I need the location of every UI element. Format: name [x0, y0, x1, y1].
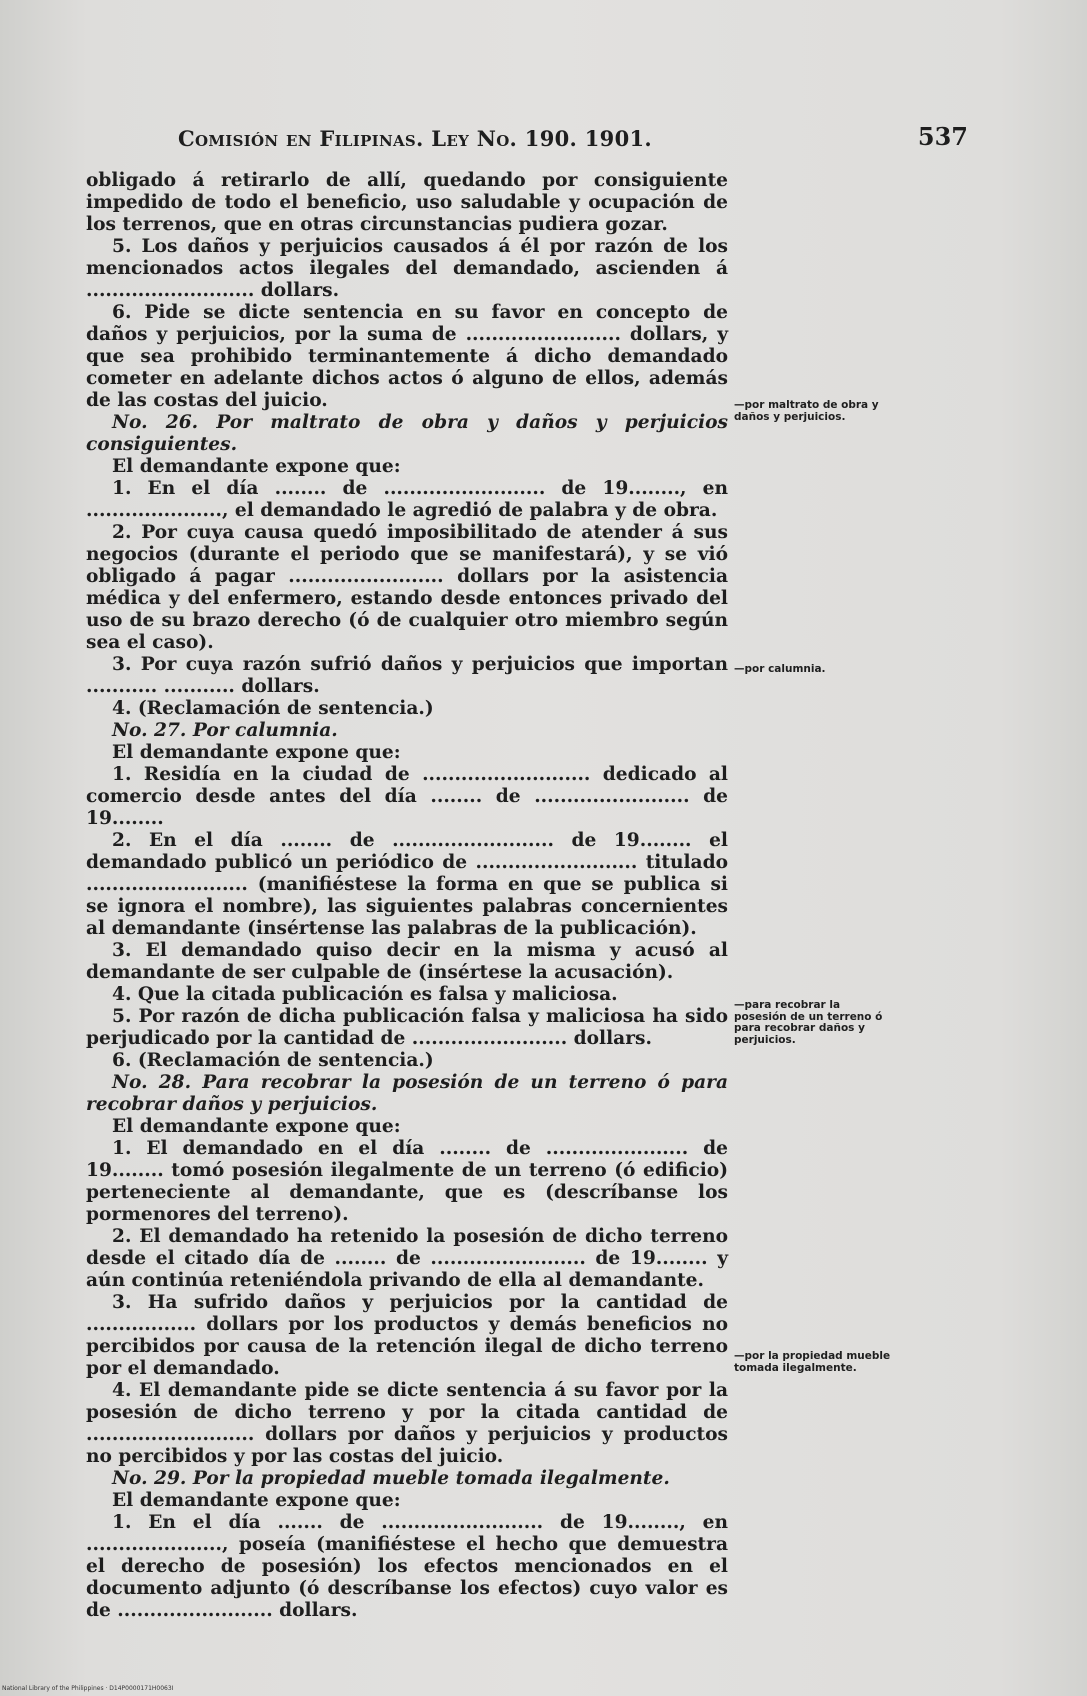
section-heading-27: No. 27. Por calumnia.	[112, 720, 338, 741]
paragraph: 4. (Reclamación de sentencia.)	[112, 698, 434, 719]
paragraph: 2. El demandado ha retenido la posesión de dicho terreno desde el citado día de ........ de ........................ de 19........ y aún continúa reteniéndola privando de ella al demandante.	[86, 1226, 728, 1291]
paragraph: 5. Por razón de dicha publicación falsa y maliciosa ha sido perjudicado por la cantidad de ........................ dollars.	[86, 1006, 728, 1049]
margin-note-27: —por calumnia.	[734, 663, 826, 675]
body-text	[86, 170, 728, 1622]
section-heading-26: No. 26. Por maltrato de obra y daños y perjuicios consiguientes.	[86, 412, 728, 455]
page-number: 537	[917, 122, 968, 151]
paragraph: El demandante expone que:	[112, 1116, 401, 1137]
paragraph: 2. Por cuya causa quedó imposibilitado de atender á sus negocios (durante el periodo que se manifestará), y se vió obligado á pagar ........................ dollars por la asistencia médica y del enfermero, estando desde entonces privado del uso de su brazo derecho (ó de cualquier otro miembro según sea el caso).	[86, 522, 728, 653]
paragraph: 1. En el día ....... de ......................... de 19........, en ....................., poseía (manifiéstese el hecho que demuestra el derecho de posesión) los efectos mencionados en el documento adjunto (ó descríbanse los efectos) cuyo valor es de ........................ dollars.	[86, 1512, 728, 1621]
section-heading-28: No. 28. Para recobrar la posesión de un terreno ó para recobrar daños y perjuicios.	[86, 1072, 728, 1115]
paragraph: 4. Que la citada publicación es falsa y maliciosa.	[112, 984, 618, 1005]
running-head: Comisión en Filipinas. Ley No. 190. 1901.	[178, 126, 652, 151]
paragraph: obligado á retirarlo de allí, quedando por consiguiente impedido de todo el beneficio, uso saludable y ocupación de los terrenos, que en otras circunstancias pudiera gozar.	[86, 170, 728, 235]
paragraph: 2. En el día ........ de ......................... de 19........ el demandado publicó un periódico de ......................... titulado ......................... (manifiéstese la forma en que se publica si se ignora el nombre), las siguientes palabras concernientes al demandante (insértense las palabras de la publicación).	[86, 830, 728, 939]
margin-note-29: —por la propiedad mueble tomada ilegalmente.	[734, 1350, 891, 1374]
paragraph: 5. Los daños y perjuicios causados á él por razón de los mencionados actos ilegales del demandado, ascienden á .......................... dollars.	[86, 236, 728, 301]
paragraph: 3. Ha sufrido daños y perjuicios por la cantidad de ................. dollars por los productos y demás beneficios no percibidos por causa de la retención ilegal de dicho terreno por el demandado.	[86, 1292, 728, 1379]
paragraph: 3. Por cuya razón sufrió daños y perjuicios que importan ........... ........... dollars.	[86, 654, 728, 697]
paragraph: El demandante expone que:	[112, 456, 401, 477]
paragraph: 1. El demandado en el día ........ de ...................... de 19........ tomó posesión ilegalmente de un terreno (ó edificio) perteneciente al demandante, que es (descríbanse los pormenores del terreno).	[86, 1138, 728, 1225]
paragraph: 1. Residía en la ciudad de .......................... dedicado al comercio desde antes del día ........ de ........................ de 19........	[86, 764, 728, 829]
scan-footer: National Library of the Philippines · D14P0000171H0063I	[2, 1685, 174, 1692]
section-heading-29: No. 29. Por la propiedad mueble tomada ilegalmente.	[112, 1468, 670, 1489]
margin-note-26: —por maltrato de obra y daños y perjuicios.	[734, 399, 879, 423]
page-header	[178, 122, 968, 156]
paragraph: El demandante expone que:	[112, 1490, 401, 1511]
paragraph: 1. En el día ........ de ......................... de 19........, en ....................., el demandado le agredió de palabra y de obra.	[86, 478, 728, 521]
paragraph: El demandante expone que:	[112, 742, 401, 763]
margin-note-28: —para recobrar la posesión de un terreno ó para recobrar daños y perjuicios.	[734, 999, 883, 1046]
paragraph: 4. El demandante pide se dicte sentencia á su favor por la posesión de dicho terreno y por la citada cantidad de .......................... dollars por daños y perjuicios y productos no percibidos y por las costas del juicio.	[86, 1380, 728, 1467]
paragraph: 3. El demandado quiso decir en la misma y acusó al demandante de ser culpable de (insértese la acusación).	[86, 940, 728, 983]
paragraph: 6. Pide se dicte sentencia en su favor en concepto de daños y perjuicios, por la suma de ........................ dollars, y que sea prohibido terminantemente á dicho demandado cometer en adelante dichos actos ó alguno de ellos, además de las costas del juicio.	[86, 302, 728, 411]
paragraph: 6. (Reclamación de sentencia.)	[112, 1050, 434, 1071]
